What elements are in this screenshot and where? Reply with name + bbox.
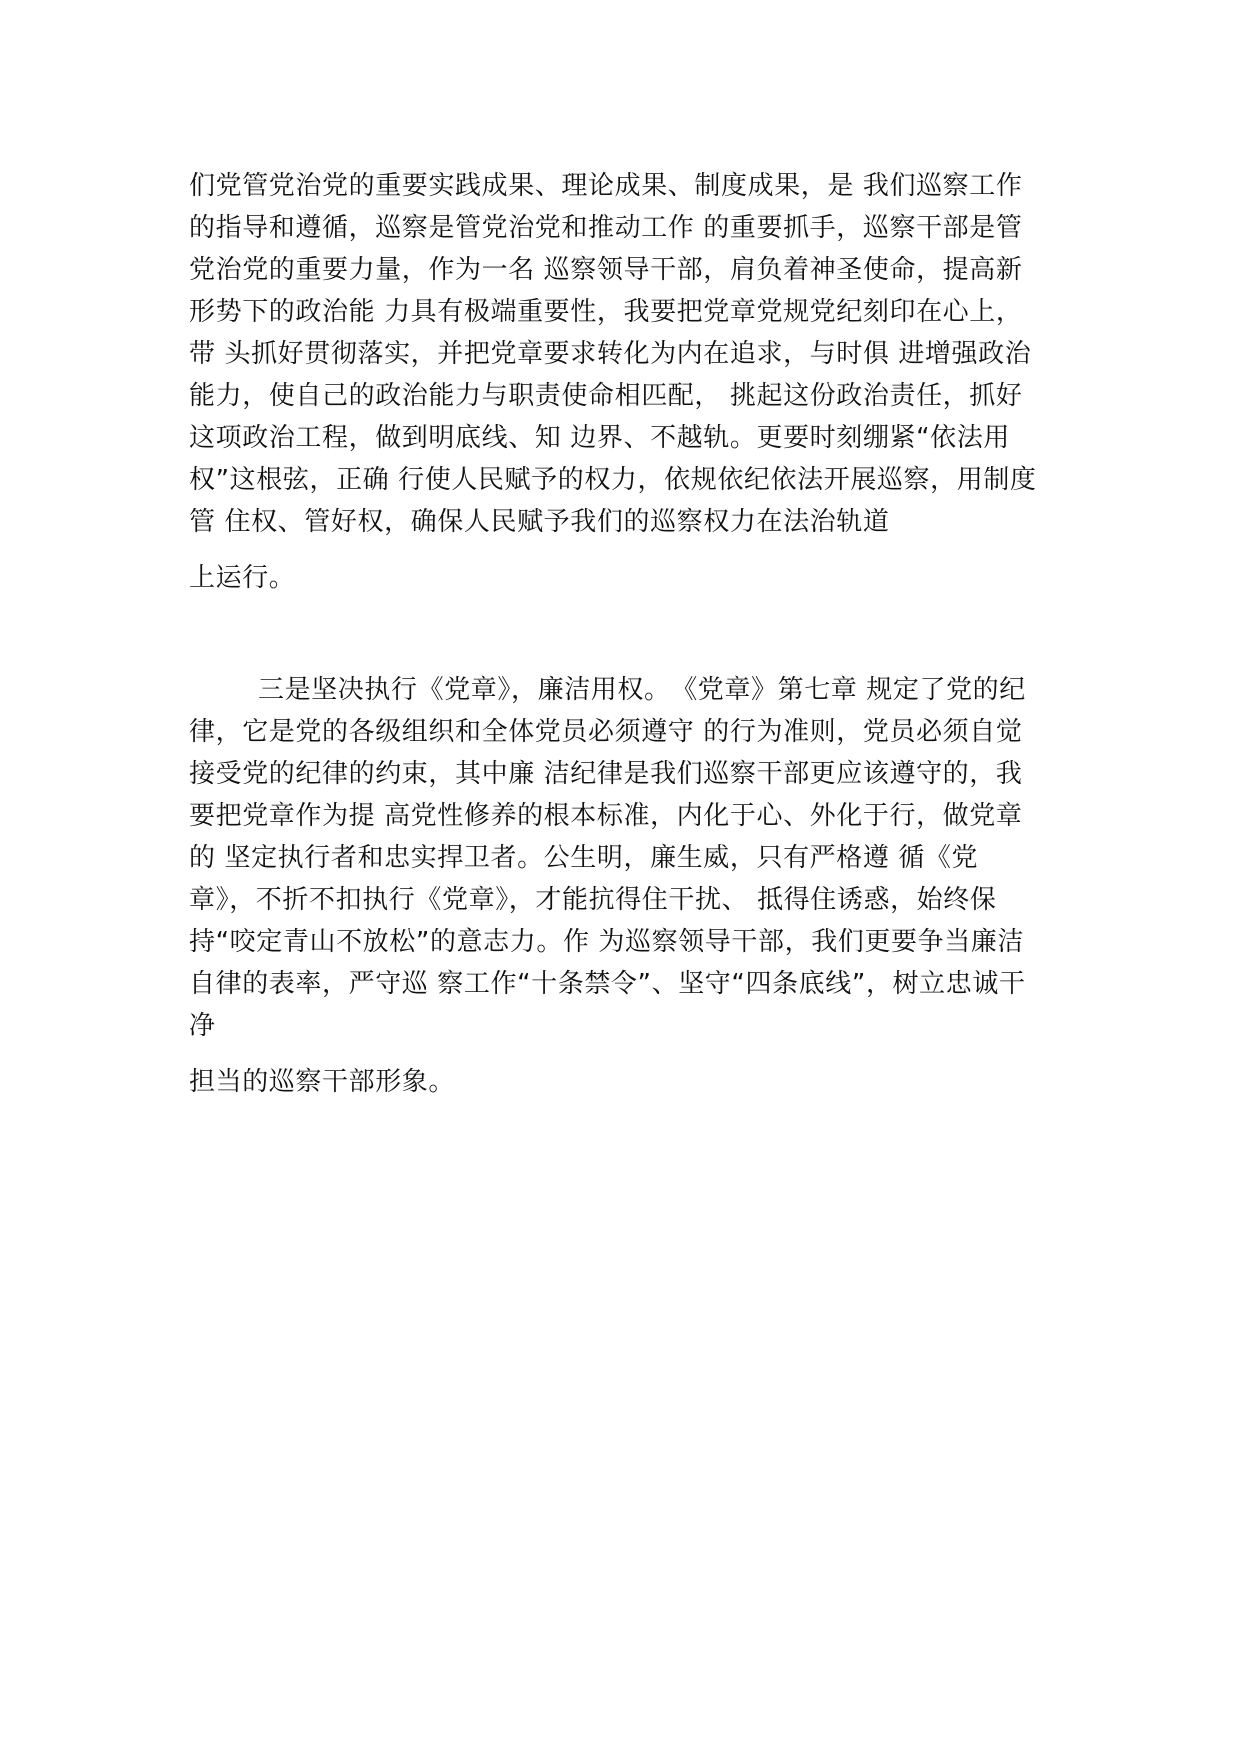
- paragraph-line: 三是坚决执行《党章》，廉洁用权。 《党章》第七章 规定了党的纪: [258, 675, 1026, 705]
- paragraph-tail: 上运行。: [189, 563, 296, 593]
- paragraph-line: 形势下的政治能 力具有极端重要性，我要把党章党规党纪刻印在心上，: [189, 297, 1023, 327]
- paragraph-line: 自律的表率，严守巡 察工作“十条禁令”、坚守“四条底线”，树立忠诚干: [189, 969, 1026, 999]
- paragraph-line: 们党管党治党的重要实践成果、理论成果、制度成果，是 我们巡察工作: [189, 171, 1023, 201]
- paragraph-line: 持“咬定青山不放松”的意志力。作 为巡察领导干部，我们更要争当廉洁: [189, 927, 1025, 957]
- paragraph-line: 管 住权、管好权，确保人民赋予我们的巡察权力在法治轨道: [189, 507, 890, 537]
- paragraph-line: 带 头抓好贯彻落实，并把党章要求转化为内在追求，与时俱 进增强政治: [189, 339, 1032, 369]
- paragraph-line: 的 坚定执行者和忠实捍卫者。公生明，廉生威，只有严格遵 循《党: [189, 843, 979, 873]
- paragraph-line: 要把党章作为提 高党性修养的根本标准，内化于心、外化于行，做党章: [189, 801, 1023, 831]
- paragraph-line: 接受党的纪律的约束，其中廉 洁纪律是我们巡察干部更应该遵守的，我: [189, 759, 1023, 789]
- paragraph-line: 党治党的重要力量，作为一名 巡察领导干部，肩负着神圣使命，提高新: [189, 255, 1023, 285]
- paragraph-tail: 担当的巡察干部形象。: [189, 1067, 456, 1097]
- paragraph-line: 能力，使自己的政治能力与职责使命相匹配， 挑起这份政治责任，抓好: [189, 381, 1023, 411]
- paragraph-line: 这项政治工程，做到明底线、知 边界、不越轨。更要时刻绷紧“依法用: [189, 423, 1010, 453]
- paragraph-line: 的指导和遵循，巡察是管党治党和推动工作 的重要抓手，巡察干部是管: [189, 213, 1023, 243]
- paragraph-line: 净: [189, 1011, 216, 1041]
- paragraph-line: 章》，不折不扣执行《党章》，才能抗得住干扰、 抵得住诱惑，始终保: [189, 885, 997, 915]
- paragraph-line: 律，它是党的各级组织和全体党员必须遵守 的行为准则，党员必须自觉: [189, 717, 1023, 747]
- paragraph-line: 权”这根弦，正确 行使人民赋予的权力，依规依纪依法开展巡察，用制度: [189, 465, 1037, 495]
